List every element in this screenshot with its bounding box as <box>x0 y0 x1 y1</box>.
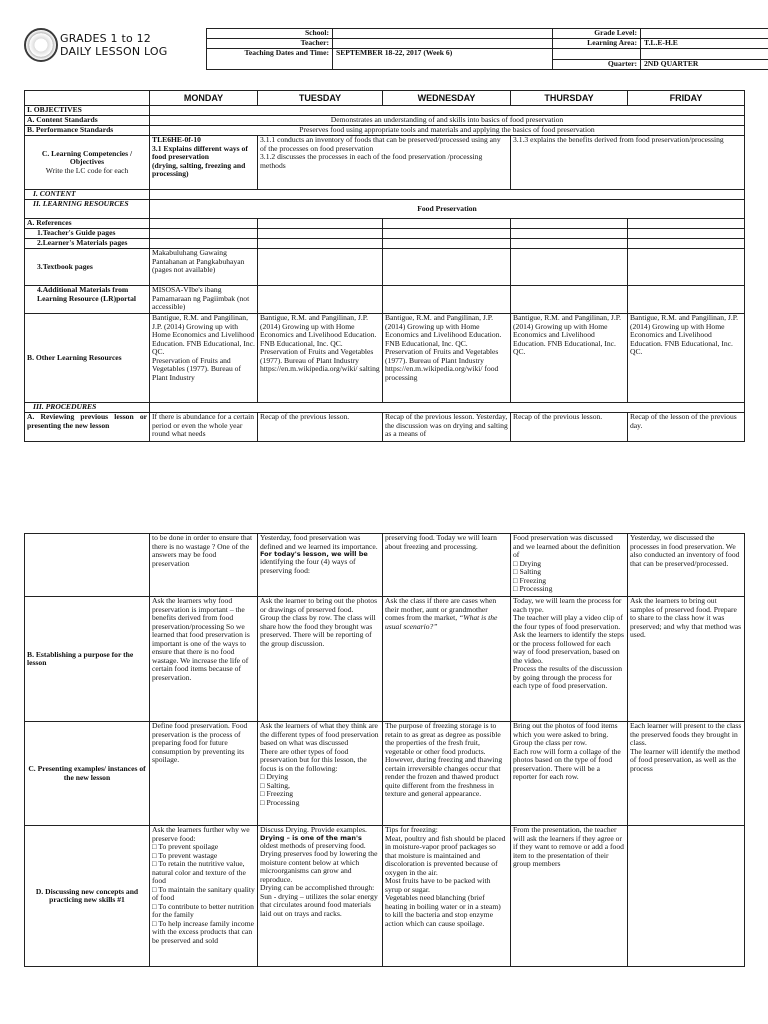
learners-materials-label: 2.Learner's Materials pages <box>25 239 150 249</box>
quarter-value: 2ND QUARTER <box>641 59 768 70</box>
reviewing-continued-label <box>25 534 150 597</box>
empty-cell <box>383 239 511 249</box>
day-header-friday: FRIDAY <box>628 91 745 106</box>
empty-cell <box>628 249 745 286</box>
header-info-table <box>206 28 768 70</box>
empty-cell <box>511 229 628 239</box>
reviewing-wednesday: Recap of the previous lesson. Yesterday, the discussion was on drying and salting as a means of <box>383 413 511 442</box>
other-resources-tuesday: Bantigue, R.M. and Pangilinan, J.P. (2014) Growing up with Home Economics and Livelihood Education. FNB Educational, Inc. QC. Preservation of Fruits and Vegetables (1977). Bureau of Plant Industry https://en.m.wikipedia.org/wiki/ salting <box>258 314 383 403</box>
empty-cell <box>641 49 768 60</box>
examples-friday: Each learner will present to the class the preserved foods they brought in class. The learner will identify the method of food preservation, as well as the process <box>628 722 745 826</box>
empty-cell <box>383 219 511 229</box>
empty-cell <box>628 219 745 229</box>
empty-cell <box>150 229 258 239</box>
purpose-wednesday-question: “What is the usual scenario?” <box>385 613 498 631</box>
empty-cell <box>258 249 383 286</box>
discussing-tuesday <box>258 826 383 967</box>
reviewing-thursday: Recap of the previous lesson. <box>511 413 628 442</box>
empty-cell <box>150 190 745 200</box>
references-label: A. References <box>25 219 150 229</box>
learning-resources-label: II. LEARNING RESOURCES <box>25 200 150 219</box>
day-header-monday: MONDAY <box>150 91 258 106</box>
grade-value <box>641 29 768 39</box>
empty-cell <box>383 249 511 286</box>
dates-label: Teaching Dates and Time: <box>207 49 333 70</box>
title-grades: GRADES 1 to 12 <box>60 32 151 45</box>
reviewing-tuesday-text3: identifying the four (4) ways of preserving food: <box>260 557 356 575</box>
grade-label: Grade Level: <box>553 29 641 39</box>
empty-cell <box>150 106 745 116</box>
competency-tue-wed: 3.1.1 conducts an inventory of foods that can be preserved/processed using any of the processes on food preservation 3.1.2 discusses the processes in each of the food preservation /processing methods <box>258 136 511 190</box>
discussing-tuesday-text2: Drying – is one of the man's <box>260 833 362 842</box>
lr-portal-label: 4.Additional Materials from Learning Resource (LR)portal <box>25 286 150 314</box>
purpose-thursday: Today, we will learn the process for each type. The teacher will play a video clip of the four types of food preservation. Ask the learners to identify the steps or the process followed for each way of food preservation, based on the video. Process the results of the discussion by going through the process for each type of food preservation. <box>511 597 628 722</box>
purpose-wednesday-text: Ask the class if there are cases when their mother, aunt or grandmother comes from the market, <box>385 596 497 622</box>
empty-cell <box>258 219 383 229</box>
empty-cell <box>258 286 383 314</box>
teacher-label: Teacher: <box>207 39 333 49</box>
deped-seal-icon <box>24 28 58 62</box>
textbook-label: 3.Textbook pages <box>25 249 150 286</box>
area-value: T.L.E-H.E <box>641 39 768 49</box>
empty-cell <box>258 229 383 239</box>
day-header-tuesday: TUESDAY <box>258 91 383 106</box>
lesson-table-page2 <box>24 533 745 967</box>
empty-cell <box>553 49 641 60</box>
empty-cell <box>628 239 745 249</box>
empty-cell <box>511 239 628 249</box>
empty-cell <box>511 219 628 229</box>
empty-cell <box>511 286 628 314</box>
reviewing-tuesday-text1: Yesterday, food preservation was defined and we learned its importance. <box>260 533 378 551</box>
examples-label: C. Presenting examples/ instances of the new lesson <box>25 722 150 826</box>
other-resources-thursday: Bantigue, R.M. and Pangilinan, J.P. (2014) Growing up with Home Economics and Livelihood Education. FNB Educational, Inc. QC. <box>511 314 628 403</box>
competency-thu-fri: 3.1.3 explains the benefits derived from food preservation/processing <box>511 136 745 190</box>
performance-standards-value: Preserves food using appropriate tools and materials and applying the basics of food preservation <box>150 126 745 136</box>
lesson-log-header <box>24 28 744 72</box>
competencies-note: Write the LC code for each <box>45 165 129 175</box>
discussing-thursday: From the presentation, the teacher will ask the learners if they agree or if they want to remove or add a food item to the presentation of their group members <box>511 826 628 967</box>
other-resources-wednesday: Bantigue, R.M. and Pangilinan, J.P. (2014) Growing up with Home Economics and Livelihood Education. FNB Educational, Inc. QC. Preservation of Fruits and Vegetables (1977). Bureau of Plant Industry https://en.m.wikipedia.org/wiki/ food processing <box>383 314 511 403</box>
discussing-friday <box>628 826 745 967</box>
reviewing-monday-cont: to be done in order to ensure that there is no wastage ? One of the answers may be food preservation <box>150 534 258 597</box>
reviewing-monday: If there is abundance for a certain period or even the whole year round what needs <box>150 413 258 442</box>
discussing-tuesday-text1: Discuss Drying. Provide examples. <box>260 825 367 834</box>
area-label: Learning Area: <box>553 39 641 49</box>
empty-cell <box>511 249 628 286</box>
other-resources-label: B. Other Learning Resources <box>25 314 150 403</box>
teachers-guide-label: 1.Teacher's Guide pages <box>25 229 150 239</box>
purpose-friday: Ask the learners to bring out samples of preserved food. Prepare to share to the class how it was preserved; and why that method was used. <box>628 597 745 722</box>
purpose-wednesday <box>383 597 511 722</box>
dates-value: SEPTEMBER 18-22, 2017 (Week 6) <box>333 49 553 70</box>
reviewing-wednesday-cont: preserving food. Today we will learn about freezing and processing. <box>383 534 511 597</box>
empty-cell <box>150 239 258 249</box>
empty-cell <box>628 229 745 239</box>
discussing-tuesday-text3: oldest methods of preserving food. Drying preserves food by lowering the moisture content below at which microorganisms can grow and reproduce. Drying can be accomplished through: Sun - drying – utilizes the solar energy that circulates around food materials laid out on trays and racks. <box>260 840 378 918</box>
reviewing-thursday-cont: Food preservation was discussed and we learned about the definition of □ Drying □ Salting □ Freezing □ Processing <box>511 534 628 597</box>
other-resources-monday: Bantigue, R.M. and Pangilinan, J.P. (2014) Growing up with Home Economics and Livelihood Education. FNB Educational, Inc. QC. Preservation of Fruits and Vegetables (1977). Bureau of Plant Industry <box>150 314 258 403</box>
other-resources-friday: Bantigue, R.M. and Pangilinan, J.P. (2014) Growing up with Home Economics and Livelihood Education. FNB Educational, Inc. QC. <box>628 314 745 403</box>
purpose-monday: Ask the learners why food preservation is important – the benefits derived from food preservation/processing So we learned that food preservation is important is one of the ways to ensure that there is no food wastage. We increase the life of certain food items because of preservation. <box>150 597 258 722</box>
empty-cell <box>383 286 511 314</box>
performance-standards-label: B. Performance Standards <box>25 126 150 136</box>
reviewing-friday: Recap of the lesson of the previous day. <box>628 413 745 442</box>
content-standards-label: A. Content Standards <box>25 116 150 126</box>
day-header-wednesday: WEDNESDAY <box>383 91 511 106</box>
content-label: I. CONTENT <box>25 190 150 200</box>
quarter-label: Quarter: <box>553 59 641 70</box>
competencies-label: C. Learning Competencies / Objectives <box>41 148 133 167</box>
day-header-thursday: THURSDAY <box>511 91 628 106</box>
textbook-monday: Makabuluhang Gawaing Pantahanan at Pangkabuhayan (pages not available) <box>150 249 258 286</box>
corner-cell <box>25 91 150 106</box>
purpose-label: B. Establishing a purpose for the lesson <box>25 597 150 722</box>
teacher-value <box>333 39 553 49</box>
discussing-monday: Ask the learners further why we preserve food: □ To prevent spoilage □ To prevent wastage □ To retain the nutritive value, natural color and texture of the food □ To maintain the sanitary quality of food □ To contribute to better nutrition for the family □ To help increase family income with the excess products that can be preserved and sold <box>150 826 258 967</box>
content-value: Food Preservation <box>150 200 745 219</box>
reviewing-tuesday-cont <box>258 534 383 597</box>
examples-thursday: Bring out the photos of food items which you were asked to bring. Group the class per row. Each row will form a collage of the photos based on the type of food preservation. There will be a reporter for each row. <box>511 722 628 826</box>
empty-cell <box>150 403 745 413</box>
empty-cell <box>258 239 383 249</box>
objectives-heading: I. OBJECTIVES <box>25 106 150 116</box>
empty-cell <box>150 219 258 229</box>
examples-tuesday: Ask the learners of what they think are the different types of food preservation based on what was discussed There are other types of food preservation but for this lesson, the focus is on the following: □ Drying □ Salting, □ Freezing □ Processing <box>258 722 383 826</box>
reviewing-label: A. Reviewing previous lesson or presenting the new lesson <box>25 413 150 442</box>
examples-wednesday: The purpose of freezing storage is to retain to as great as degree as possible the properties of the fresh fruit, vegetable or other food products. However, during freezing and thawing certain irreversible changes occur that render the frozen and thawed product quite different from the freshness in texture and general appearance. <box>383 722 511 826</box>
empty-cell <box>383 229 511 239</box>
purpose-tuesday: Ask the learner to bring out the photos or drawings of preserved food. Group the class by row. The class will share how the food they brought was preserved. There will be reporting of the group discussion. <box>258 597 383 722</box>
reviewing-tuesday-text2: For today's lesson, we will be <box>260 550 368 558</box>
log-title <box>60 32 167 58</box>
reviewing-tuesday: Recap of the previous lesson. <box>258 413 383 442</box>
reviewing-friday-cont: Yesterday, we discussed the processes in food preservation. We also conducted an inventory of food that can be preserved/processed. <box>628 534 745 597</box>
empty-cell <box>628 286 745 314</box>
lr-portal-monday: MISOSA-VIbe's ibang Pamamaraan ng Pagiimbak (not accessible) <box>150 286 258 314</box>
competencies-cell <box>25 136 150 190</box>
school-label: School: <box>207 29 333 39</box>
title-dll: DAILY LESSON LOG <box>60 45 168 58</box>
discussing-label: D. Discussing new concepts and practicing new skills #1 <box>25 826 150 967</box>
competency-monday: TLE6HE-0f-10 3.1 Explains different ways of food preservation (drying, salting, freezing and processing) <box>150 136 258 190</box>
examples-monday: Define food preservation. Food preservation is the process of preparing food for future consumption by preventing its spoilage. <box>150 722 258 826</box>
discussing-wednesday: Tips for freezing: Meat, poultry and fish should be placed in moisture-vapor proof packages so that moisture is maintained and discoloration is prevented because of oxygen in the air. Most fruits have to be packed with syrup or sugar. Vegetables need blanching (brief heating in boiling water or in a steam) to kill the bacteria and stop enzyme action which can cause spoilage. <box>383 826 511 967</box>
procedures-heading: III. PROCEDURES <box>25 403 150 413</box>
lesson-table-page1 <box>24 90 745 442</box>
school-value <box>333 29 553 39</box>
content-standards-value: Demonstrates an understanding of and skills into basics of food preservation <box>150 116 745 126</box>
